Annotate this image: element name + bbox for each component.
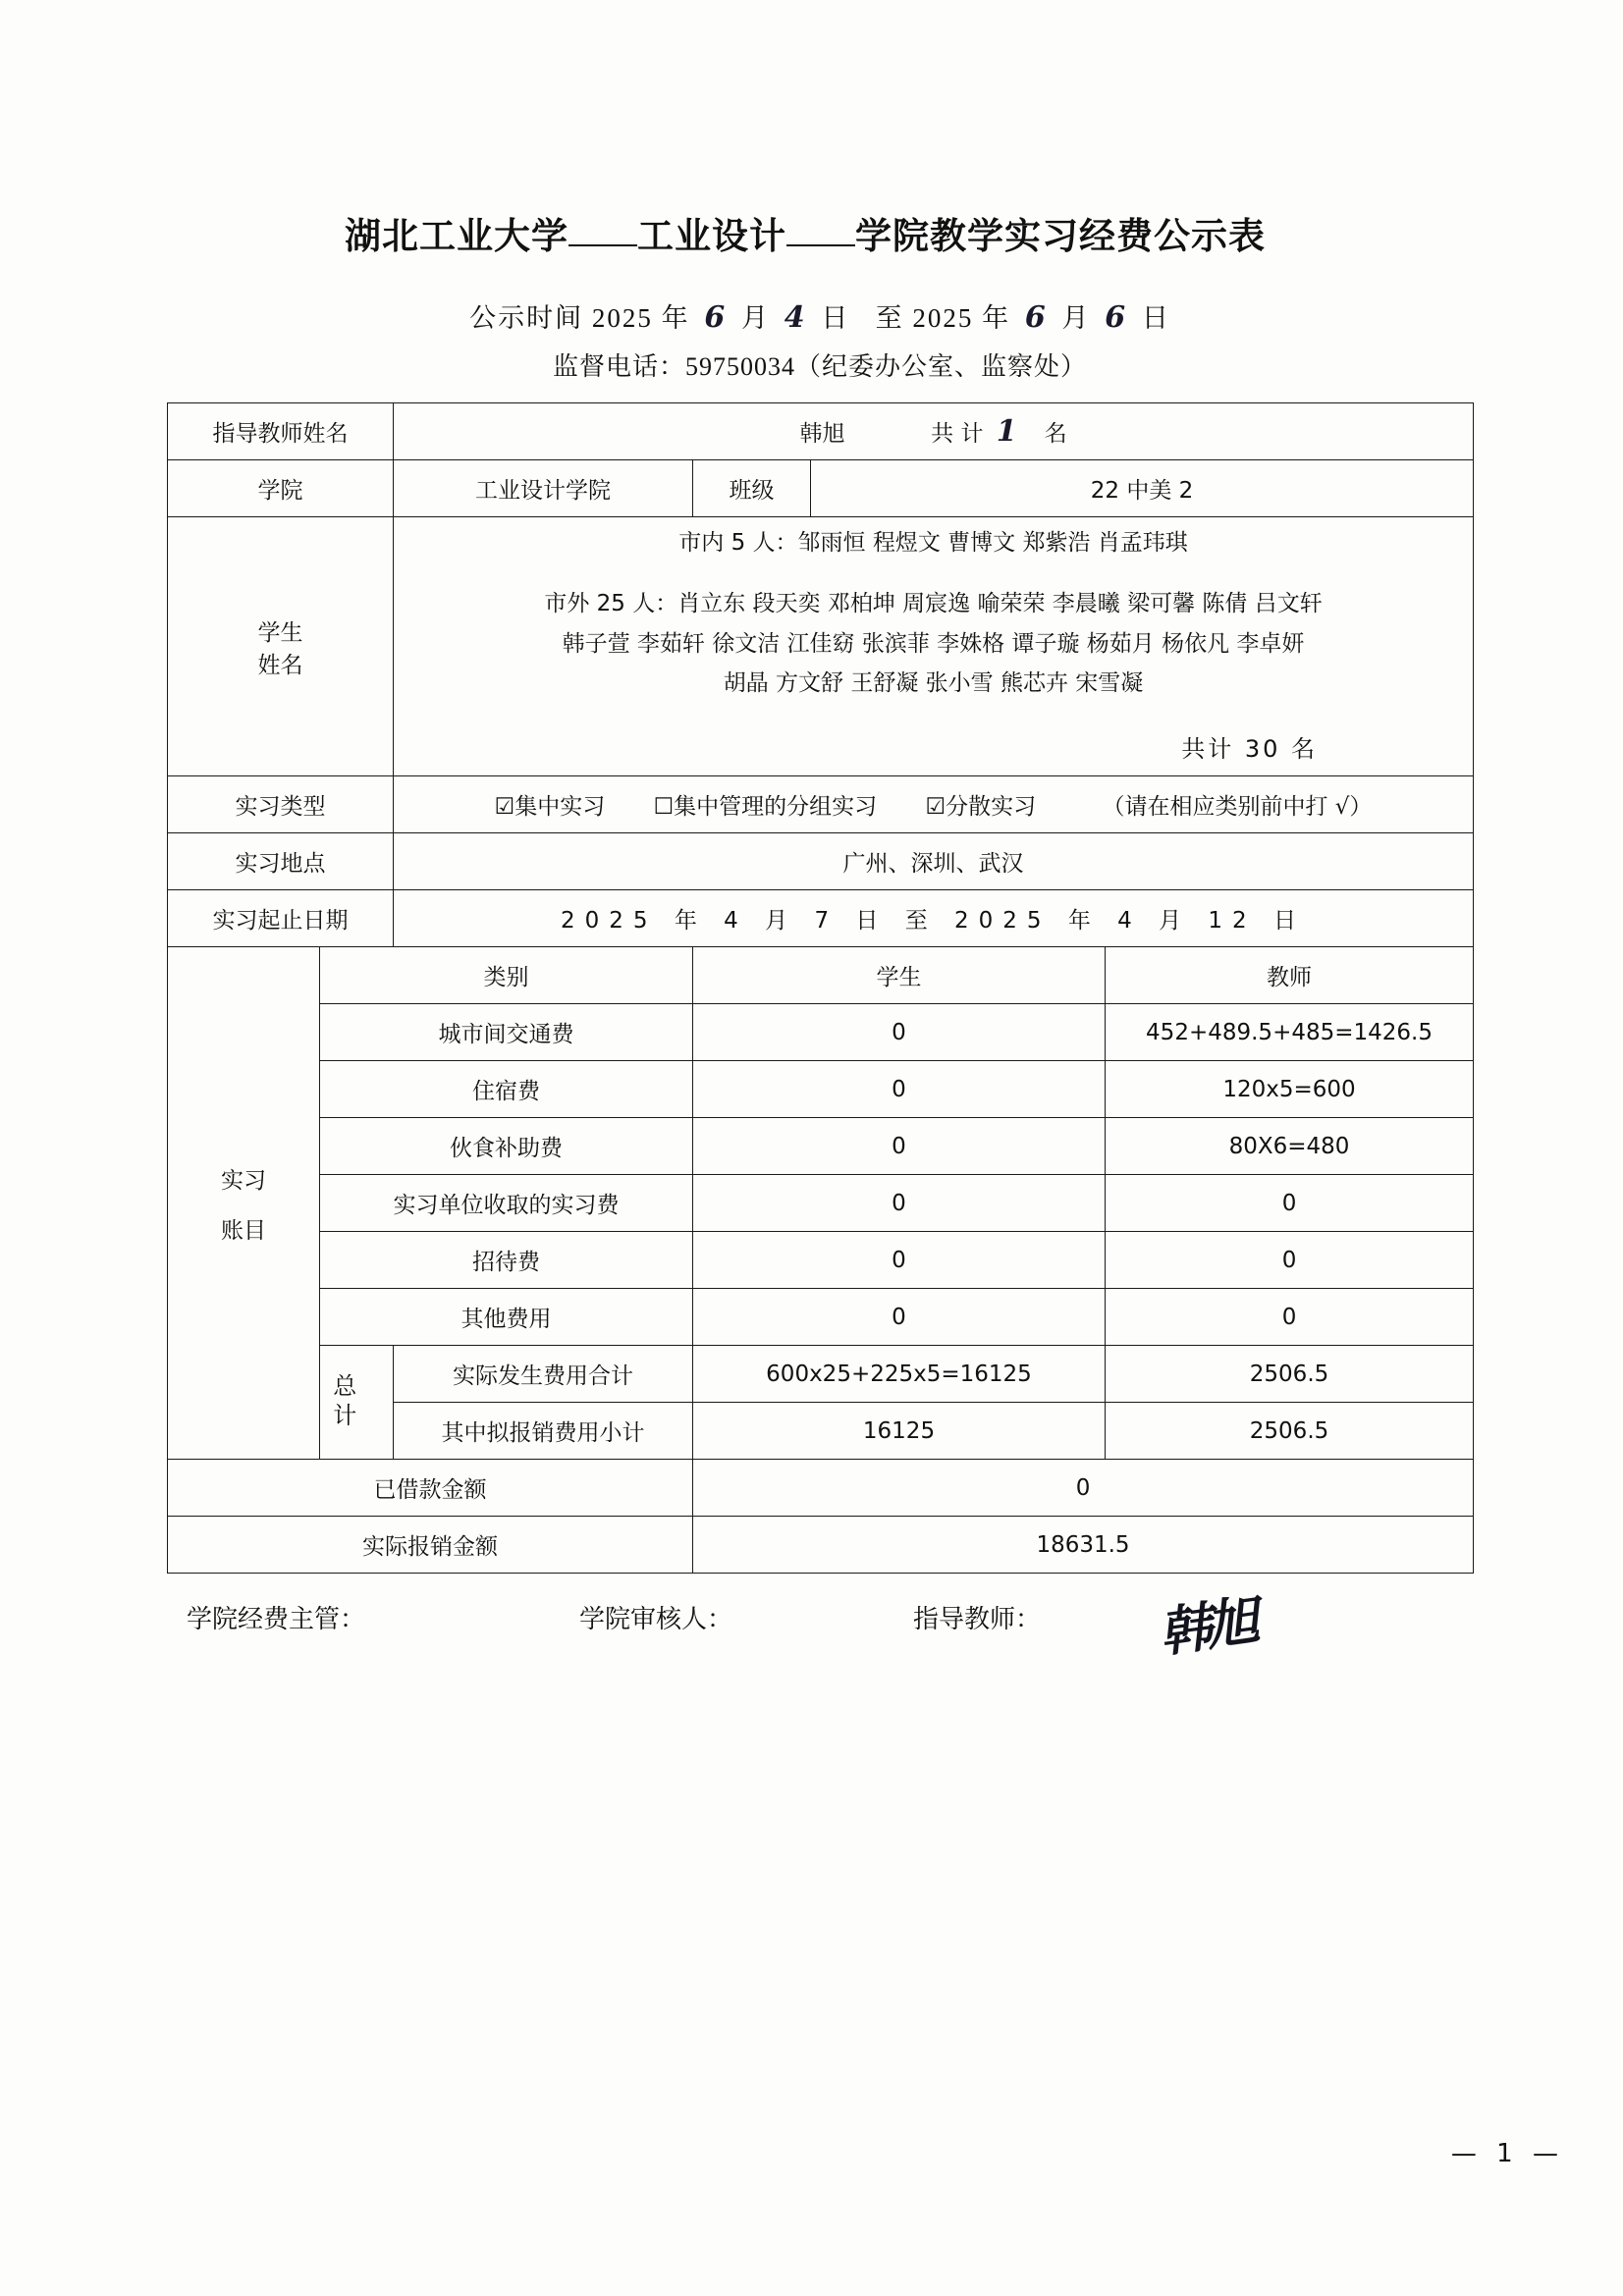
account-category: 其中拟报销费用小计 [394,1403,693,1460]
notice-period [167,296,1473,335]
notice-day-unit-1: 日 [821,303,850,333]
title-part-2: 学院教学实习经费公示表 [855,215,1266,257]
account-student-value: 0 [693,1289,1106,1346]
notice-day-2: 6 [1105,300,1128,335]
account-teacher-value: 0 [1106,1289,1474,1346]
class-label: 班级 [693,460,811,517]
students-label-line-2: 姓名 [257,652,303,678]
title-college-filled: 工业设计 [637,217,786,257]
table-row-dates [168,890,1474,947]
checkbox-option-dispersed[interactable]: ☑分散实习 [925,794,1037,820]
borrowed-value: 0 [693,1460,1474,1517]
students-out-city-line-2: 韩子萱 李茹轩 徐文洁 江佳窈 张滨菲 李姝格 谭子璇 杨茹月 杨依凡 李卓妍 [562,630,1305,657]
class-value: 22 中美 2 [811,460,1474,517]
table-row-teacher [168,403,1474,460]
date-value: 2025 年 4 月 7 日 至 2025 年 4 月 12 日 [394,890,1474,947]
notice-day-1: 4 [784,300,807,335]
notice-to: 至 2025 年 [875,303,1011,333]
title-blank-1 [568,244,637,246]
auditor-label: 学院审核人： [579,1605,733,1634]
account-header-row [168,947,1474,1004]
table-row-college [168,460,1474,517]
actual-label: 实际报销金额 [168,1517,693,1574]
account-teacher-value: 2506.5 [1106,1346,1474,1403]
internship-form-table [167,402,1474,1574]
title-part-1: 湖北工业大学 [345,215,568,257]
checkbox-option-grouped[interactable]: ☐集中管理的分组实习 [653,794,878,820]
students-out-city-line-1: 市外 25 人：肖立东 段天奕 邓柏坤 周宸逸 喻荣荣 李晨曦 梁可馨 陈倩 吕文轩 [544,591,1323,617]
account-student-value: 0 [693,1232,1106,1289]
account-row [168,1175,1474,1232]
account-category: 伙食补助费 [320,1118,693,1175]
college-label: 学院 [168,460,394,517]
college-value: 工业设计学院 [394,460,693,517]
account-side-label [168,947,320,1460]
type-label: 实习类型 [168,776,394,833]
place-label: 实习地点 [168,833,394,890]
account-teacher-value: 120x5=600 [1106,1061,1474,1118]
page-title [137,206,1473,259]
form-body [167,206,1473,1740]
table-row-place [168,833,1474,890]
account-row [168,1061,1474,1118]
students-names-cell [394,517,1474,776]
account-category: 其他费用 [320,1289,693,1346]
notice-day-unit-2: 日 [1141,303,1170,333]
actual-value: 18631.5 [693,1517,1474,1574]
notice-month-unit-2: 月 [1061,303,1091,333]
advisor-label: 指导教师： [913,1605,1042,1634]
account-header-student: 学生 [693,947,1106,1004]
account-row [168,1118,1474,1175]
account-header-teacher: 教师 [1106,947,1474,1004]
borrowed-label: 已借款金额 [168,1460,693,1517]
account-row [168,1289,1474,1346]
account-category: 住宿费 [320,1061,693,1118]
students-total: 共计 30 名 [1181,735,1319,763]
page-number: — 1 — [1450,2139,1564,2168]
checkbox-option-concentrated[interactable]: ☑集中实习 [494,794,606,820]
signature-row [167,1588,1473,1740]
finance-manager-label: 学院经费主管： [187,1605,366,1634]
teacher-count: 1 [996,414,1017,449]
date-label: 实习起止日期 [168,890,394,947]
account-summary-label [320,1346,394,1460]
account-side-label-line-1: 实习 [221,1167,266,1194]
account-student-value: 0 [693,1118,1106,1175]
account-category: 实际发生费用合计 [394,1346,693,1403]
teacher-value-cell [394,403,1474,460]
supervise-phone-line: 监督电话：59750034（纪委办公室、监察处） [552,352,1087,381]
account-teacher-value: 0 [1106,1175,1474,1232]
account-teacher-value: 452+489.5+485=1426.5 [1106,1004,1474,1061]
title-blank-2 [786,244,855,246]
account-summary-row [168,1346,1474,1403]
students-label-line-1: 学生 [257,619,303,646]
students-in-city: 市内 5 人：邹雨恒 程煜文 曹博文 郑紫浩 肖孟玮琪 [678,530,1188,556]
account-category: 城市间交通费 [320,1004,693,1061]
teacher-name: 韩旭 [799,421,845,447]
notice-month-1: 6 [704,300,728,335]
account-teacher-value: 2506.5 [1106,1403,1474,1460]
students-out-city-line-3: 胡晶 方文舒 王舒凝 张小雪 熊芯卉 宋雪凝 [723,669,1144,696]
account-summary-label-text: 总计 [328,1372,356,1432]
type-note: （请在相应类别前中打 √） [1102,794,1373,820]
notice-month-unit-1: 月 [741,303,770,333]
account-side-label-line-2: 账目 [221,1217,266,1244]
teacher-count-prefix: 共 计 [931,421,984,447]
place-value: 广州、深圳、武汉 [394,833,1474,890]
account-row [168,1004,1474,1061]
teacher-label: 指导教师姓名 [168,403,394,460]
students-label [168,517,394,776]
table-row-actual [168,1517,1474,1574]
notice-prefix: 公示时间 2025 年 [469,303,690,333]
account-student-value: 0 [693,1061,1106,1118]
advisor-signature: 韩旭 [1155,1588,1258,1665]
account-category: 实习单位收取的实习费 [320,1175,693,1232]
account-row [168,1232,1474,1289]
account-student-value: 16125 [693,1403,1106,1460]
table-row-borrowed [168,1460,1474,1517]
table-row-type [168,776,1474,833]
teacher-count-unit: 名 [1044,421,1067,447]
account-teacher-value: 0 [1106,1232,1474,1289]
account-header-category: 类别 [320,947,693,1004]
notice-month-2: 6 [1024,300,1048,335]
account-teacher-value: 80X6=480 [1106,1118,1474,1175]
table-row-students [168,517,1474,776]
account-student-value: 0 [693,1175,1106,1232]
account-student-value: 0 [693,1004,1106,1061]
account-category: 招待费 [320,1232,693,1289]
type-options-cell [394,776,1474,833]
account-student-value: 600x25+225x5=16125 [693,1346,1106,1403]
